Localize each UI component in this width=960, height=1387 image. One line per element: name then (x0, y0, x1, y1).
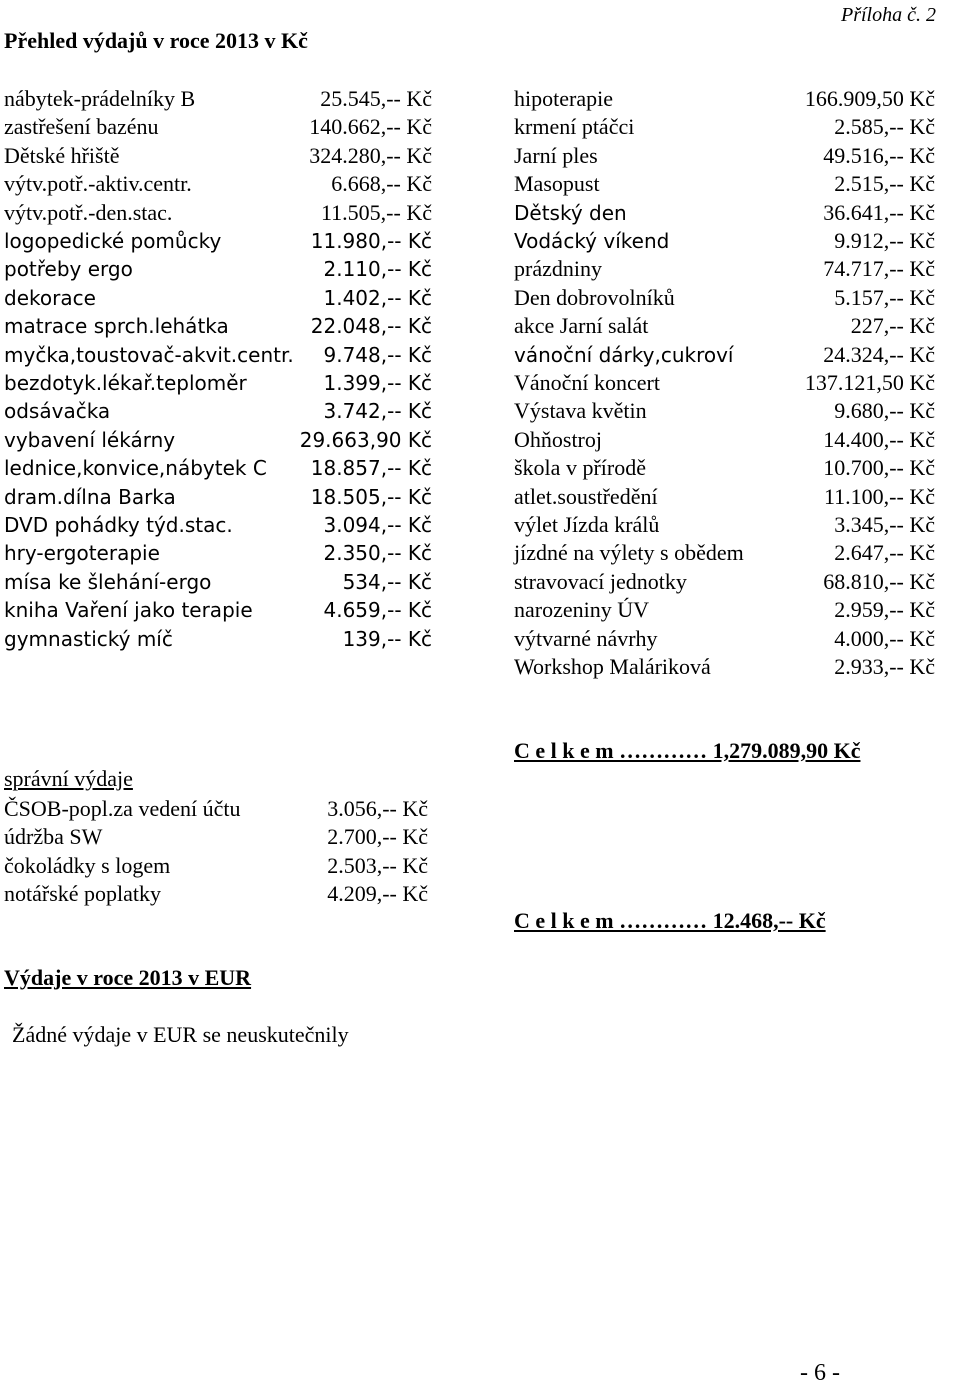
expense-row (4, 369, 432, 397)
expense-row (4, 426, 432, 454)
expense-amount: 9.748,-- Kč (323, 342, 432, 367)
expense-label: výtv.potř.-aktiv.centr. (4, 171, 192, 197)
expense-row (4, 852, 428, 880)
expense-row (4, 880, 428, 908)
expense-amount: 3.345,-- Kč (834, 512, 935, 537)
expense-amount: 2.700,-- Kč (327, 824, 428, 850)
expense-label: Dětský den (514, 200, 627, 225)
expense-row (514, 653, 935, 681)
expense-row (514, 539, 935, 567)
expense-row (4, 312, 432, 340)
expense-label: výtv.potř.-den.stac. (4, 199, 173, 225)
expense-amount: 74.717,-- Kč (823, 256, 935, 282)
expense-row (4, 113, 432, 141)
expense-row (514, 113, 935, 141)
expense-amount: 18.857,-- Kč (310, 456, 432, 481)
expense-amount: 22.048,-- Kč (310, 314, 432, 339)
expense-amount: 49.516,-- Kč (823, 142, 935, 168)
expense-row (514, 284, 935, 312)
expense-row (514, 511, 935, 539)
expense-amount: 4.000,-- Kč (834, 625, 935, 651)
expense-amount: 2.933,-- Kč (834, 654, 935, 679)
expense-label: bezdotyk.lékař.teploměr (4, 371, 247, 395)
expense-label: Masopust (514, 171, 600, 197)
expense-label: DVD pohádky týd.stac. (4, 513, 233, 537)
expense-row (4, 454, 432, 482)
expense-row (514, 85, 935, 113)
expense-label: dram.dílna Barka (4, 484, 176, 509)
expense-amount: 140.662,-- Kč (309, 114, 432, 140)
page-title: Přehled výdajů v roce 2013 v Kč (4, 28, 308, 53)
expense-label: Vánoční koncert (514, 370, 660, 395)
expense-amount: 3.742,-- Kč (323, 399, 432, 424)
expense-label: vybavení lékárny (4, 427, 176, 452)
expense-row (4, 284, 432, 312)
eur-note: Žádné výdaje v EUR se neuskutečnily (12, 1022, 349, 1047)
expense-label: myčka,toustovač-akvit.centr. (4, 342, 294, 367)
total-admin: C e l k e m ………… 12.468,-- Kč (514, 908, 826, 933)
expense-amount: 11.505,-- Kč (321, 199, 432, 225)
expense-label: výlet Jízda králů (514, 512, 660, 537)
expense-label: vánoční dárky,cukroví (514, 342, 734, 367)
admin-section-title: správní výdaje (4, 766, 133, 791)
expense-amount: 534,-- Kč (342, 569, 432, 594)
expense-label: Dětské hřiště (4, 142, 120, 168)
expense-amount: 3.056,-- Kč (327, 796, 428, 821)
expense-label: Ohňostroj (514, 426, 602, 452)
expense-row (514, 625, 935, 653)
expense-label: akce Jarní salát (514, 313, 649, 339)
expense-row (514, 426, 935, 454)
expense-amount: 18.505,-- Kč (310, 484, 432, 509)
expense-label: Den dobrovolníků (514, 284, 675, 310)
expense-row (4, 142, 432, 170)
expense-amount: 2.585,-- Kč (834, 114, 935, 140)
expense-amount: 14.400,-- Kč (823, 426, 935, 452)
expense-label: notářské poplatky (4, 881, 162, 907)
expense-amount: 4.659,-- Kč (323, 598, 432, 623)
expense-row (514, 142, 935, 170)
expense-amount: 1.399,-- Kč (323, 371, 432, 395)
expense-row (4, 255, 432, 283)
expense-label: atlet.soustředění (514, 483, 658, 509)
expense-label: narozeniny ÚV (514, 597, 650, 623)
expense-amount: 137.121,50 Kč (804, 370, 935, 395)
annex-label: Příloha č. 2 (841, 4, 936, 26)
expense-row (514, 170, 935, 198)
expense-amount: 2.503,-- Kč (327, 852, 428, 878)
expense-row (4, 199, 432, 227)
expense-amount: 11.100,-- Kč (824, 483, 935, 509)
expense-label: škola v přírodě (514, 455, 646, 481)
expense-label: odsávačka (4, 399, 111, 424)
expense-amount: 9.912,-- Kč (834, 228, 935, 253)
expense-row (514, 199, 935, 227)
expense-amount: 2.959,-- Kč (834, 597, 935, 623)
expense-label: matrace sprch.lehátka (4, 314, 229, 339)
expense-row (514, 483, 935, 511)
expense-label: Vodácký víkend (514, 229, 670, 253)
expense-label: Workshop Maláriková (514, 654, 711, 679)
expense-row (514, 227, 935, 255)
expense-row (4, 568, 432, 596)
expense-row (4, 539, 432, 567)
expense-row (4, 483, 432, 511)
expense-label: prázdniny (514, 256, 602, 282)
expense-label: zastřešení bazénu (4, 114, 159, 140)
expense-label: Výstava květin (514, 398, 647, 424)
expense-amount: 5.157,-- Kč (834, 284, 935, 310)
expense-row (514, 568, 935, 596)
expense-row (514, 312, 935, 340)
expense-label: Jarní ples (514, 142, 598, 168)
expense-amount: 139,-- Kč (342, 626, 432, 651)
expense-label: hipoterapie (514, 86, 613, 111)
expense-amount: 68.810,-- Kč (823, 568, 935, 594)
expense-row (4, 823, 428, 851)
expense-row (4, 341, 432, 369)
expense-row (4, 170, 432, 198)
expense-amount: 25.545,-- Kč (320, 86, 432, 111)
expense-label: krmení ptáčci (514, 114, 635, 140)
expense-row (514, 397, 935, 425)
expense-label: jízdné na výlety s obědem (514, 540, 744, 566)
expense-amount: 2.515,-- Kč (834, 171, 935, 197)
expense-amount: 29.663,90 Kč (299, 427, 432, 452)
expense-label: logopedické pomůcky (4, 229, 222, 253)
expense-row (514, 454, 935, 482)
expense-label: lednice,konvice,nábytek C (4, 456, 267, 481)
expense-label: nábytek-prádelníky B (4, 86, 196, 111)
expense-label: gymnastický míč (4, 626, 173, 651)
expense-amount: 324.280,-- Kč (309, 142, 432, 168)
expense-amount: 2.647,-- Kč (834, 540, 935, 566)
page-number: - 6 - (800, 1360, 840, 1386)
expense-label: dekorace (4, 285, 96, 310)
expense-row (4, 227, 432, 255)
expense-label: kniha Vaření jako terapie (4, 598, 253, 623)
expense-amount: 4.209,-- Kč (327, 881, 428, 907)
expense-amount: 3.094,-- Kč (323, 513, 432, 537)
total-main: C e l k e m ………… 1,279.089,90 Kč (514, 738, 861, 763)
expense-row (514, 369, 935, 397)
expense-amount: 6.668,-- Kč (331, 171, 432, 197)
eur-section-title: Výdaje v roce 2013 v EUR (4, 965, 252, 990)
expense-amount: 1.402,-- Kč (323, 285, 432, 310)
expense-amount: 11.980,-- Kč (310, 229, 432, 253)
expense-amount: 2.350,-- Kč (323, 541, 432, 566)
expense-row (4, 596, 432, 624)
expense-row (4, 85, 432, 113)
expense-amount: 2.110,-- Kč (323, 257, 432, 282)
expense-row (514, 596, 935, 624)
expense-row (514, 255, 935, 283)
expense-label: potřeby ergo (4, 257, 133, 282)
expense-label: mísa ke šlehání-ergo (4, 569, 212, 594)
expense-label: výtvarné návrhy (514, 625, 658, 651)
expense-label: stravovací jednotky (514, 568, 687, 594)
expense-row (4, 795, 428, 823)
expense-label: údržba SW (4, 824, 103, 850)
expense-row (4, 625, 432, 653)
expense-label: hry-ergoterapie (4, 541, 160, 566)
expense-amount: 227,-- Kč (850, 313, 935, 339)
expense-amount: 9.680,-- Kč (834, 398, 935, 424)
expense-label: ČSOB-popl.za vedení účtu (4, 796, 241, 821)
expense-row (4, 397, 432, 425)
expense-amount: 24.324,-- Kč (823, 341, 935, 367)
expense-row (4, 511, 432, 539)
expense-amount: 166.909,50 Kč (804, 86, 935, 111)
expense-row (514, 341, 935, 369)
expense-amount: 10.700,-- Kč (823, 455, 935, 481)
expense-label: čokoládky s logem (4, 852, 171, 878)
expense-amount: 36.641,-- Kč (823, 199, 935, 225)
